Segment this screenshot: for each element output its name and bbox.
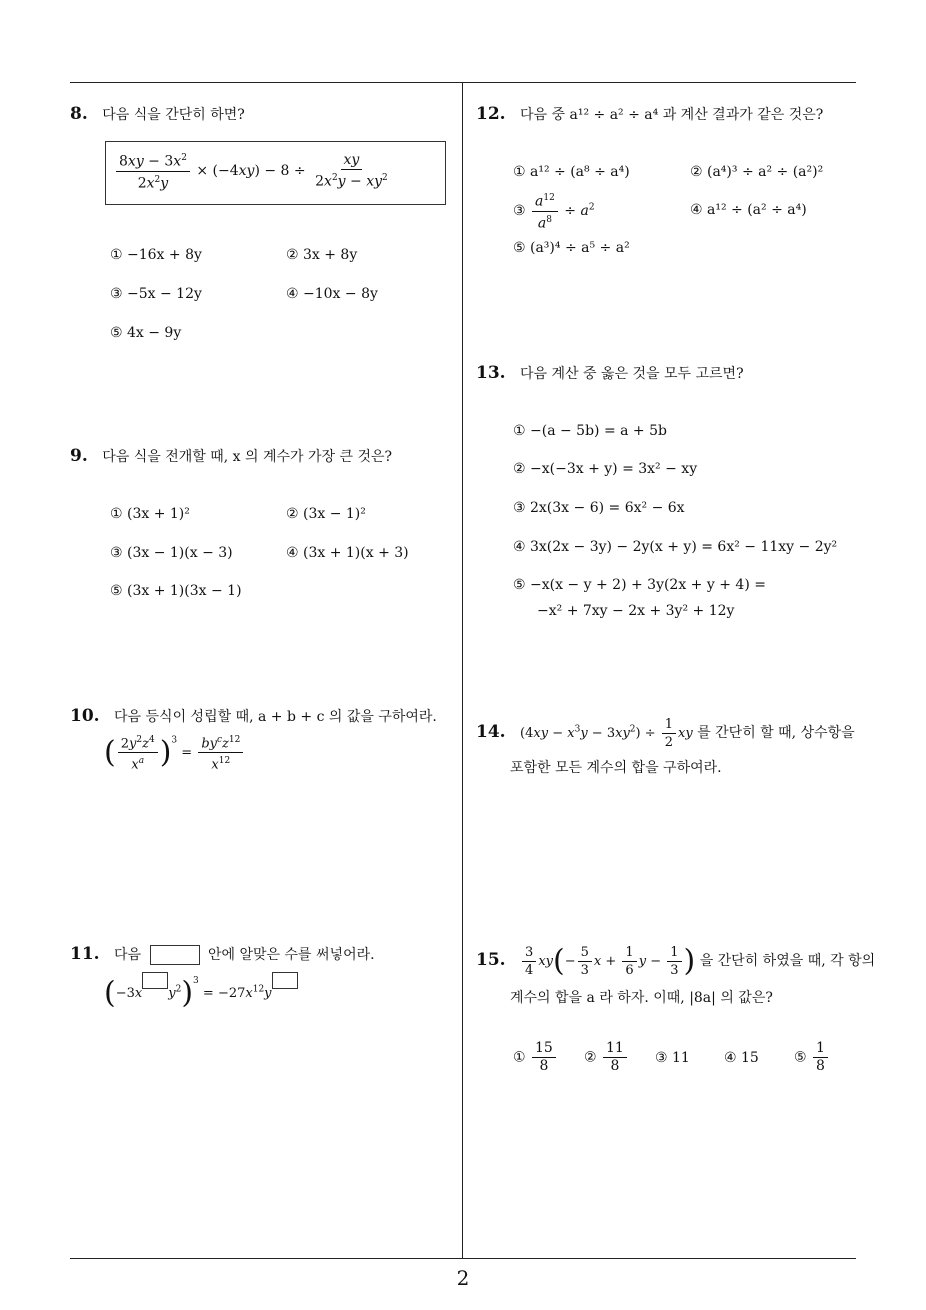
question-15-line-2: 계수의 합을 a 라 하자. 이때, |8a| 의 값은? bbox=[510, 990, 773, 1006]
question-10 bbox=[70, 706, 437, 727]
option-marker: ① bbox=[513, 1049, 526, 1066]
q15-option-4[interactable]: ④ 15 bbox=[724, 1050, 759, 1066]
question-15 bbox=[476, 944, 875, 979]
q15-option-1[interactable]: ① $\frac{15}{8}$ bbox=[513, 1040, 558, 1075]
q8-option-2[interactable]: ② 3x + 8y bbox=[286, 247, 358, 263]
column-divider bbox=[462, 82, 463, 1258]
q15-option-2[interactable]: ② $\frac{11}{8}$ bbox=[584, 1040, 629, 1075]
question-text-b: 안에 알맞은 수를 써넣어라. bbox=[208, 947, 375, 963]
q13-option-3[interactable]: ③ 2x(3x − 6) = 6x² − 6x bbox=[513, 500, 685, 516]
question-text-a: 다음 bbox=[114, 947, 142, 963]
question-text: 다음 식을 간단히 하면? bbox=[102, 107, 245, 123]
question-9 bbox=[70, 446, 392, 467]
question-number: 9. bbox=[70, 446, 88, 466]
answer-blank[interactable] bbox=[150, 945, 200, 965]
question-text-a: 를 간단히 할 때, 상수항을 bbox=[697, 725, 855, 741]
q9-option-4[interactable]: ④ (3x + 1)(x + 3) bbox=[286, 545, 409, 561]
q8-option-1[interactable]: ① −16x + 8y bbox=[110, 247, 202, 263]
q13-option-5-continued: −x² + 7xy − 2x + 3y² + 12y bbox=[537, 603, 735, 619]
question-number: 11. bbox=[70, 944, 100, 964]
question-12 bbox=[476, 104, 823, 125]
q8-expression: $\frac{8xy - 3x^2}{2x^2y}$ × (−4xy) − 8 ÷ $\frac{xy}{2x^2y - xy^2}$ bbox=[114, 150, 393, 192]
question-number: 13. bbox=[476, 363, 506, 383]
q15-expression: $\frac{3}{4}$ xy(− $\frac{5}{3}$ x + $\frac{1}{6}$ y − $\frac{1}{3}$ ) bbox=[520, 954, 695, 969]
q15-option-5[interactable]: ⑤ $\frac{1}{8}$ bbox=[794, 1040, 830, 1075]
q13-option-5[interactable]: ⑤ −x(x − y + 2) + 3y(2x + y + 4) = bbox=[513, 577, 766, 593]
question-14-line-2: 포함한 모든 계수의 합을 구하여라. bbox=[510, 760, 722, 776]
question-number: 12. bbox=[476, 104, 506, 124]
q13-option-2[interactable]: ② −x(−3x + y) = 3x² − xy bbox=[513, 461, 698, 477]
question-14 bbox=[476, 716, 855, 751]
q9-option-3[interactable]: ③ (3x − 1)(x − 3) bbox=[110, 545, 233, 561]
question-text: 다음 계산 중 옳은 것을 모두 고르면? bbox=[520, 366, 744, 382]
q9-option-1[interactable]: ① (3x + 1)² bbox=[110, 506, 190, 522]
question-number: 10. bbox=[70, 706, 100, 726]
question-text: 다음 중 a¹² ÷ a² ÷ a⁴ 과 계산 결과가 같은 것은? bbox=[520, 107, 824, 123]
option-marker: ③ bbox=[513, 203, 526, 220]
q14-expression: $(4xy - x^3y - 3xy^2)$ ÷ $\frac{1}{2}$ xy bbox=[520, 717, 693, 750]
q8-option-3[interactable]: ③ −5x − 12y bbox=[110, 286, 202, 302]
q12-option-3[interactable]: ③ $\frac{a^{12}}{a^8}$ ÷ $a^2$ bbox=[513, 190, 595, 232]
top-rule bbox=[70, 82, 856, 83]
q15-option-3[interactable]: ③ 11 bbox=[655, 1050, 690, 1066]
question-11 bbox=[70, 944, 375, 965]
q9-option-2[interactable]: ② (3x − 1)² bbox=[286, 506, 366, 522]
q12-option-4[interactable]: ④ a¹² ÷ (a² ÷ a⁴) bbox=[690, 202, 807, 218]
q13-option-4[interactable]: ④ 3x(2x − 3y) − 2y(x + y) = 6x² − 11xy − 2y² bbox=[513, 539, 838, 555]
question-13 bbox=[476, 363, 744, 384]
exponent-blank[interactable] bbox=[142, 972, 168, 989]
q10-equation: ( $\frac{2y^2z^4}{x^a}$ )$^3$ = $\frac{by^cz^{12}}{x^{12}}$ bbox=[104, 732, 245, 774]
question-number: 8. bbox=[70, 104, 88, 124]
question-text-a: 을 간단히 하였을 때, 각 항의 bbox=[699, 953, 876, 969]
question-text: 다음 등식이 성립할 때, a + b + c 의 값을 구하여라. bbox=[114, 709, 437, 725]
page-number: 2 bbox=[456, 1266, 470, 1290]
bottom-rule bbox=[70, 1258, 856, 1259]
q8-option-4[interactable]: ④ −10x − 8y bbox=[286, 286, 378, 302]
question-8 bbox=[70, 104, 245, 125]
question-text: 다음 식을 전개할 때, x 의 계수가 가장 큰 것은? bbox=[102, 449, 393, 465]
q11-equation: (−3x $y^2)^3 = -27x^{12}y$ bbox=[104, 972, 298, 1009]
q12-option-5[interactable]: ⑤ (a³)⁴ ÷ a⁵ ÷ a² bbox=[513, 240, 630, 256]
q13-option-1[interactable]: ① −(a − 5b) = a + 5b bbox=[513, 423, 667, 439]
q12-option-2[interactable]: ② (a⁴)³ ÷ a² ÷ (a²)² bbox=[690, 164, 824, 180]
expression-box bbox=[105, 141, 446, 205]
q8-option-5[interactable]: ⑤ 4x − 9y bbox=[110, 325, 182, 341]
option-marker: ⑤ bbox=[794, 1049, 807, 1066]
q9-option-5[interactable]: ⑤ (3x + 1)(3x − 1) bbox=[110, 583, 242, 599]
exponent-blank[interactable] bbox=[272, 972, 298, 989]
question-number: 15. bbox=[476, 950, 506, 970]
option-marker: ② bbox=[584, 1049, 597, 1066]
q12-option-1[interactable]: ① a¹² ÷ (a⁸ ÷ a⁴) bbox=[513, 164, 630, 180]
question-number: 14. bbox=[476, 722, 506, 742]
